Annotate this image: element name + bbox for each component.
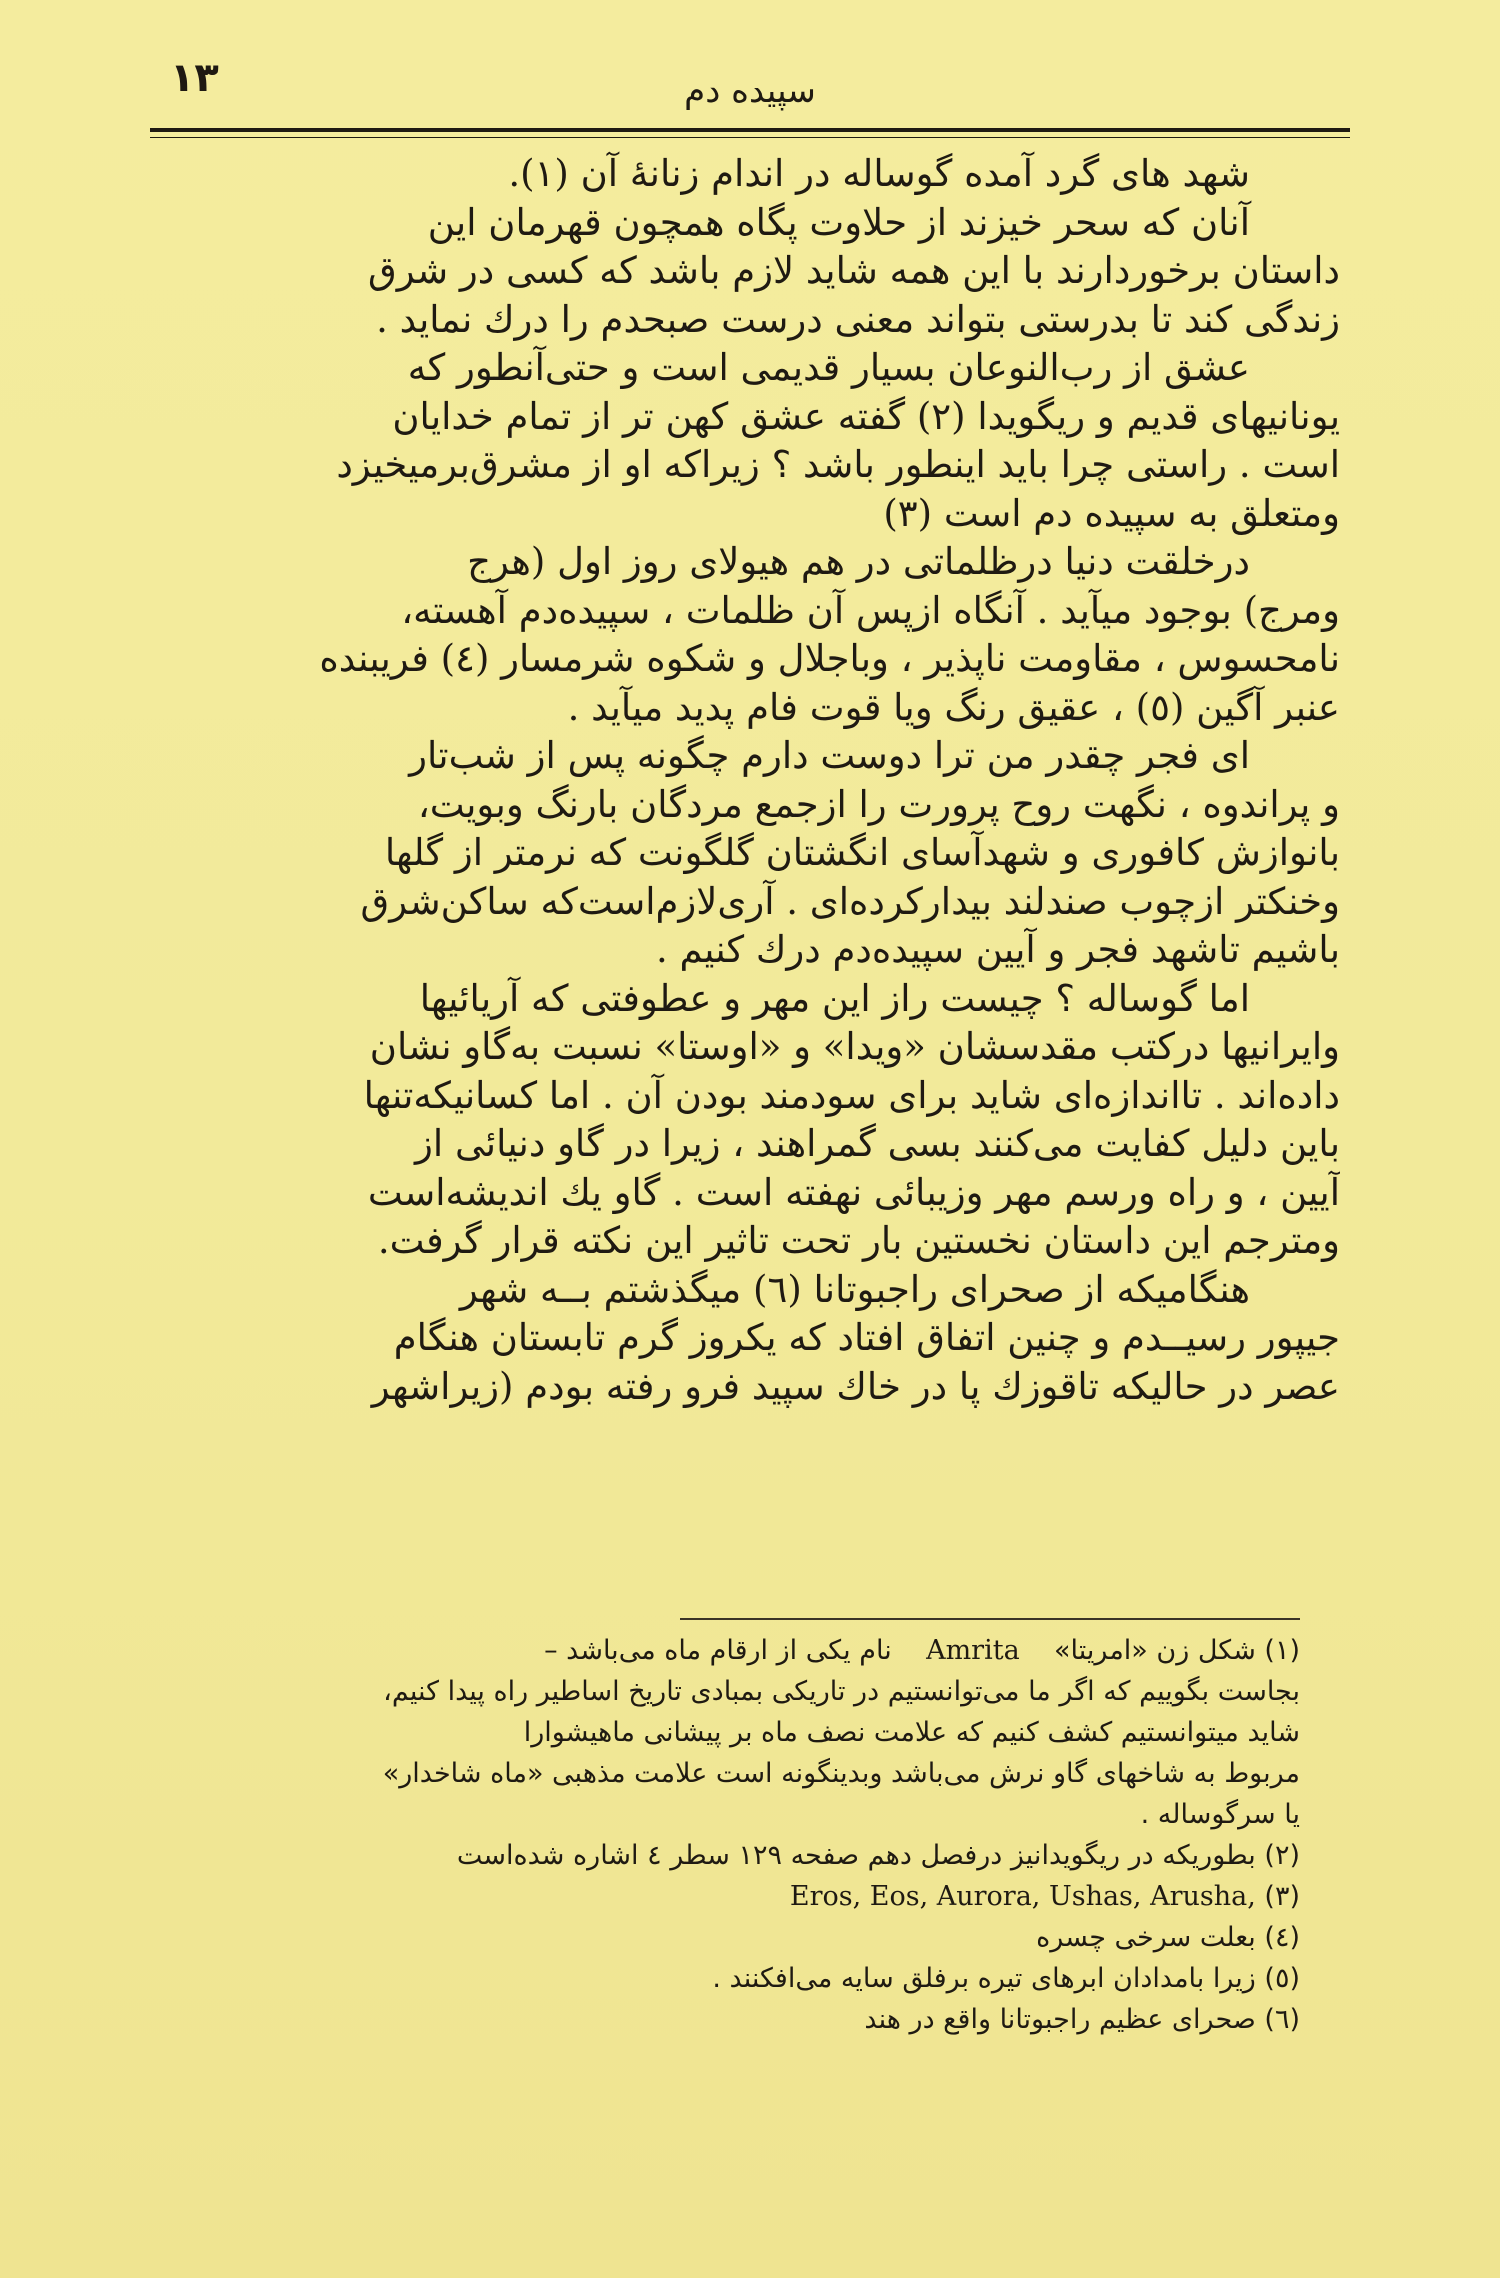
text-line: ومتعلق به سپیده دم است (۳)	[883, 491, 1340, 535]
page-header	[150, 55, 1350, 125]
text-line: زندگی کند تا بدرستی بتواند معنی درست صبحدم را درك نماید .	[376, 297, 1340, 341]
footnote-rule	[680, 1618, 1300, 1620]
text-line: و پراندوه ، نگهت روح پرورت را ازجمع مردگان بارنگ وبویت،	[417, 782, 1340, 826]
footnote-1-after: نام یکی از ارقام ماه می‌باشد –	[544, 1635, 892, 1666]
text-line: عشق از رب‌النوعان بسیار قدیمی است و حتی‌آنطور که	[407, 346, 1250, 389]
footnote-6: (٦) صحرای عظیم راجبوتانا واقع در هند	[864, 2004, 1300, 2035]
text-line: شهد های گرد آمده گوساله در اندام زنانهٔ آن (۱).	[508, 152, 1250, 195]
footnote-1-line-4: مربوط به شاخهای گاو نرش می‌باشد وبدینگونه است علامت مذهبی «ماه شاخدار»	[382, 1758, 1300, 1789]
footnote-1-line-2: بجاست بگوییم که اگر ما می‌توانستیم در تاریکی بمبادی تاریخ اساطیر راه پیدا کنیم،	[383, 1676, 1300, 1707]
header-rule	[150, 128, 1350, 132]
page-number: ۱۳	[170, 55, 219, 101]
footnotes	[170, 1630, 1300, 2040]
text-line: باشیم تاشهد فجر و آیین سپیده‌دم درك کنیم .	[656, 928, 1340, 971]
text-line: وخنکتر ازچوب صندلند بیدارکرده‌ای . آری‌لازم‌است‌که ساکن‌شرق	[360, 879, 1340, 923]
text-line: نامحسوس ، مقاومت ناپذیر ، وباجلال و شکوه شرمسار (٤) فریبنده	[319, 637, 1340, 680]
text-line: درخلقت دنیا درظلماتی در هم هیولای روز اول (هرج	[467, 540, 1250, 583]
text-line: آنان که سحر خیزند از حلاوت پگاه همچون قهرمان این	[427, 200, 1250, 244]
text-line: آیین ، و راه ورسم مهر وزیبائی نهفته است . گاو یك اندیشه‌است	[367, 1170, 1340, 1214]
main-text	[160, 150, 1340, 1411]
text-line: عنبر آگین (٥) ، عقیق رنگ ویا قوت فام پدید میآید .	[567, 685, 1340, 729]
footnote-4: (٤) بعلت سرخی چسره	[1036, 1922, 1300, 1953]
text-line: ومترجم این داستان نخستین بار تحت تاثیر این نکته قرار گرفت.	[377, 1219, 1340, 1262]
text-line: ومرج) بوجود میآید . آنگاه ازپس آن ظلمات ، سپیده‌دم آهسته،	[401, 588, 1340, 632]
running-title: سپیده دم	[684, 71, 816, 111]
text-line: اما گوساله ؟ چیست راز این مهر و عطوفتی که آریائیها	[419, 976, 1250, 1020]
footnote-2: (۲) بطوریکه در ریگویدانیز درفصل دهم صفحه ۱۲۹ سطر ٤ اشاره شده‌است	[456, 1840, 1300, 1871]
text-line: داستان برخوردارند با این همه شاید لازم باشد که کسی در شرق	[368, 249, 1340, 292]
footnote-1-before: (۱) شکل زن «امریتا»	[1054, 1635, 1300, 1666]
text-line: هنگامیکه از صحرای راجبوتانا (٦) میگذشتم بــه شهر	[459, 1267, 1250, 1311]
text-line: جیپور رسیــدم و چنین اتفاق افتاد که یکروز گرم تابستان هنگام	[393, 1316, 1340, 1359]
footnote-3-marker: (۳)	[1264, 1881, 1300, 1912]
text-line: بانوازش کافوری و شهدآسای انگشتان گلگونت که نرمتر از گلها	[384, 831, 1340, 874]
text-line: وایرانیها درکتب مقدسشان «ویدا» و «اوستا» نسبت به‌گاو نشان	[369, 1025, 1340, 1068]
text-line: یونانیهای قدیم و ریگویدا (۲) گفته عشق کهن تر از تمام خدایان	[392, 394, 1340, 438]
text-line: است . راستی چرا باید اینطور باشد ؟ زیراکه او از مشرق‌برمیخیزد	[336, 443, 1340, 486]
text-line: داده‌اند . تااندازه‌ای شاید برای سودمند بودن آن . اما کسانیکه‌تنها	[363, 1073, 1340, 1117]
text-line: باین دلیل کفایت می‌کنند بسی گمراهند ، زیرا در گاو دنیائی از	[415, 1122, 1340, 1165]
text-line: ای فجر چقدر من ترا دوست دارم چگونه پس از شب‌تار	[409, 734, 1250, 777]
footnote-1-line-5: یا سرگوساله .	[1140, 1799, 1300, 1830]
header-rule-thin	[150, 137, 1350, 138]
footnote-1-line-3: شاید میتوانستیم کشف کنیم که علامت نصف ماه بر پیشانی ماهیشوارا	[523, 1717, 1300, 1748]
footnote-3	[170, 1876, 1300, 1917]
footnote-1-latin: Amrita	[926, 1635, 1020, 1666]
footnote-5: (٥) زیرا بامدادان ابرهای تیره برفلق سایه می‌افکنند .	[712, 1963, 1300, 1994]
footnote-1	[170, 1630, 1300, 1671]
text-line: عصر در حالیکه تاقوزك پا در خاك سپید فرو رفته بودم (زیراشهر	[371, 1364, 1340, 1408]
footnote-3-latin: Eros, Eos, Aurora, Ushas, Arusha,	[789, 1881, 1256, 1912]
